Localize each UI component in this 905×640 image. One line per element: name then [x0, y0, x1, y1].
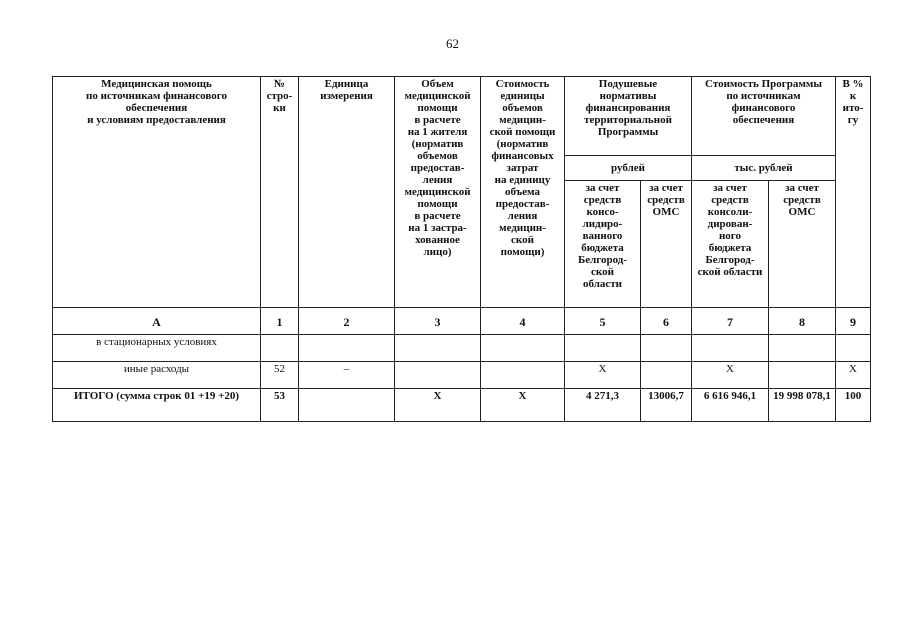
page-number: 62	[446, 36, 459, 51]
cell-unit-cost: X	[481, 389, 565, 422]
cell-volume: X	[395, 389, 481, 422]
index-cell: 8	[769, 308, 836, 335]
index-cell: 7	[692, 308, 769, 335]
financing-table	[52, 76, 871, 422]
header-regional-budget-thousand: за счет средств консоли- дирован- ного бюджета Белгород- ской области	[692, 181, 769, 308]
cell-unit	[299, 335, 395, 362]
cell-percent: 100	[836, 389, 871, 422]
cell-regional-budget-rubles: X	[565, 362, 641, 389]
cell-regional-budget-thousand: 6 616 946,1	[692, 389, 769, 422]
index-cell: А	[53, 308, 261, 335]
header-medical-care: Медицинская помощь по источникам финансового обеспечения и условиям предоставления	[53, 77, 261, 308]
index-cell: 9	[836, 308, 871, 335]
cell-regional-budget-thousand: X	[692, 362, 769, 389]
index-cell: 6	[641, 308, 692, 335]
index-cell: 4	[481, 308, 565, 335]
column-index-row	[53, 308, 871, 335]
table-row-total	[53, 389, 871, 422]
table-row	[53, 362, 871, 389]
cell-oms-rubles	[641, 362, 692, 389]
cell-oms-rubles	[641, 335, 692, 362]
index-cell: 5	[565, 308, 641, 335]
cell-oms-thousand: 19 998 078,1	[769, 389, 836, 422]
header-percent-of-total: В % к ито- гу	[836, 77, 871, 308]
header-oms-rubles: за счет средств ОМС	[641, 181, 692, 308]
cell-line: 52	[261, 362, 299, 389]
header-volume-per-resident: Объем медицинской помощи в расчете на 1 жителя (норматив объемов предостав- ления медицинской помощи в расчете на 1 застра- хованное лицо)	[395, 77, 481, 308]
header-unit-cost: Стоимость единицы объемов медицин- ской помощи (норматив финансовых затрат на единицу объема предостав- ления медицин- ской помощи)	[481, 77, 565, 308]
cell-volume	[395, 362, 481, 389]
header-oms-thousand: за счет средств ОМС	[769, 181, 836, 308]
cell-regional-budget-thousand	[692, 335, 769, 362]
index-cell: 3	[395, 308, 481, 335]
header-unit-thousand-rubles: тыс. рублей	[692, 156, 836, 181]
cell-unit	[299, 389, 395, 422]
cell-volume	[395, 335, 481, 362]
cell-line: 53	[261, 389, 299, 422]
cell-unit-cost	[481, 362, 565, 389]
header-unit-rubles: рублей	[565, 156, 692, 181]
row-label: иные расходы	[53, 362, 261, 389]
cell-percent: X	[836, 362, 871, 389]
cell-regional-budget-rubles: 4 271,3	[565, 389, 641, 422]
cell-percent	[836, 335, 871, 362]
header-regional-budget-rubles: за счет средств консо- лидиро- ванного бюджета Белгород- ской области	[565, 181, 641, 308]
cell-unit-cost	[481, 335, 565, 362]
cell-line	[261, 335, 299, 362]
index-cell: 1	[261, 308, 299, 335]
cell-oms-thousand	[769, 362, 836, 389]
cell-oms-rubles: 13006,7	[641, 389, 692, 422]
header-line-number: № стро- ки	[261, 77, 299, 308]
header-per-capita-standards: Подушевые нормативы финансирования территориальной Программы	[565, 77, 692, 156]
cell-oms-thousand	[769, 335, 836, 362]
cell-regional-budget-rubles	[565, 335, 641, 362]
row-label: в стационарных условиях	[53, 335, 261, 362]
table-row	[53, 335, 871, 362]
header-unit-of-measure: Единица измерения	[299, 77, 395, 308]
cell-unit: –	[299, 362, 395, 389]
index-cell: 2	[299, 308, 395, 335]
row-label: ИТОГО (сумма строк 01 +19 +20)	[53, 389, 261, 422]
header-program-cost: Стоимость Программы по источникам финансового обеспечения	[692, 77, 836, 156]
